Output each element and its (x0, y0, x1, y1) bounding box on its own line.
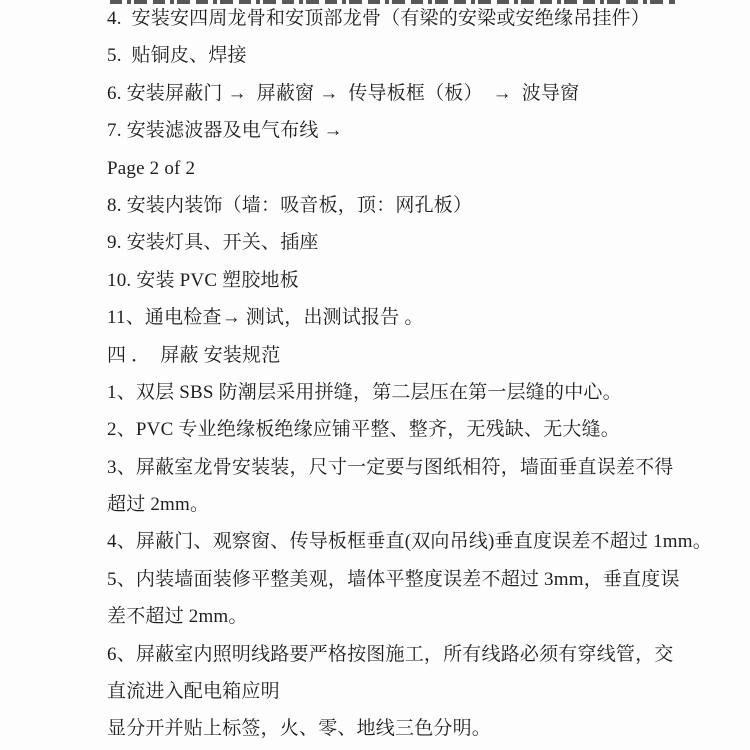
document-line-spec3-cont: 超过 2mm。 (107, 494, 210, 516)
document-line-spec5-cont: 差不超过 2mm。 (107, 606, 248, 628)
document-line-step10: 10. 安装 PVC 塑胶地板 (107, 269, 299, 291)
document-line-spec5: 5、内装墙面装修平整美观，墙体平整度误差不超过 3mm，垂直度误 (107, 568, 680, 590)
document-line-spec6-cont2: 显分开并贴上标签，火、零、地线三色分明。 (107, 718, 492, 740)
document-line-spec6-cont1: 直流进入配电箱应明 (107, 681, 280, 703)
document-line-step9: 9. 安装灯具、开关、插座 (107, 232, 319, 254)
document-line-spec2: 2、PVC 专业绝缘板绝缘应铺平整、整齐，无残缺、无大缝。 (107, 419, 621, 441)
document-line-step7: 7. 安装滤波器及电气布线 → (107, 120, 343, 142)
document-line-step6: 6. 安装屏蔽门 → 屏蔽窗 → 传导板框（板） → 波导窗 (107, 82, 580, 104)
document-line-spec1: 1、双层 SBS 防潮层采用拼缝，第二层压在第一层缝的中心。 (107, 381, 622, 403)
document-line-step4: 4. 安装安四周龙骨和安顶部龙骨（有梁的安梁或安绝缘吊挂件） (107, 8, 650, 29)
document-line-spec4: 4、屏蔽门、观察窗、传导板框垂直(双向吊线)垂直度误差不超过 1mm。 (107, 531, 712, 553)
document-line-step8: 8. 安装内装饰（墙：吸音板，顶：网孔板） (107, 194, 473, 216)
document-line-step5: 5. 贴铜皮、焊接 (107, 45, 247, 67)
document-line-spec6: 6、屏蔽室内照明线路要严格按图施工，所有线路必须有穿线管，交 (107, 643, 674, 665)
page-number-indicator: Page 2 of 2 (107, 157, 196, 179)
document-line-spec3: 3、屏蔽室龙骨安装装，尺寸一定要与图纸相符，墙面垂直误差不得 (107, 456, 674, 478)
section-heading: 四 ． 屏蔽 安装规范 (107, 344, 281, 366)
document-line-step11: 11、通电检查→ 测试，出测试报告 。 (107, 307, 424, 329)
document-content (107, 0, 712, 748)
